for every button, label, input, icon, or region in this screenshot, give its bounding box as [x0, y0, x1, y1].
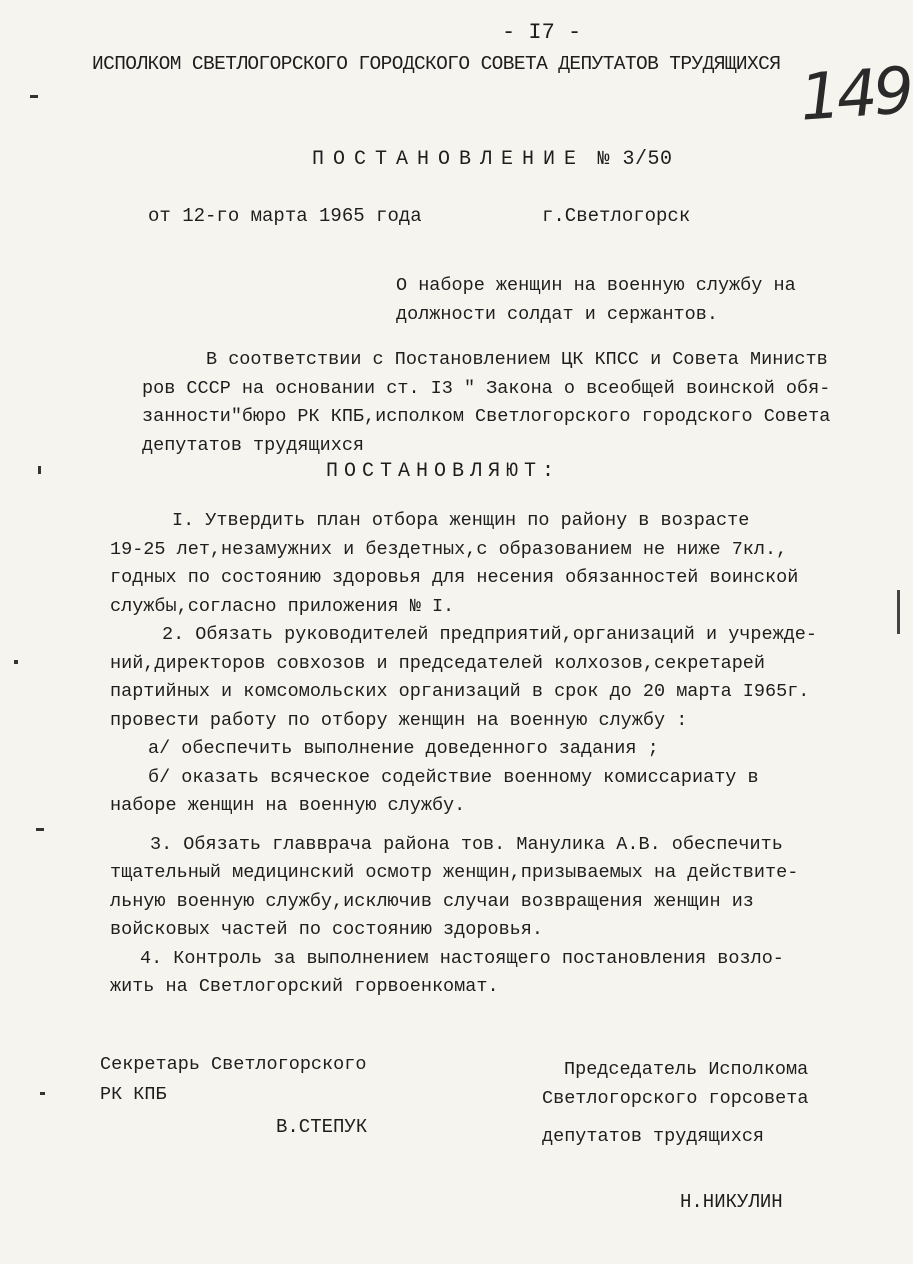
item-line: партийных и комсомольских организаций в срок до 20 марта I965г.	[110, 681, 810, 702]
title-word: ПОСТАНОВЛЕНИЕ	[312, 148, 586, 171]
archive-number-handwritten: 149	[797, 54, 913, 136]
title-number: № 3/50	[597, 148, 673, 171]
preamble-line: В соответствии с Постановлением ЦК КПСС и Совета Министв	[206, 349, 828, 370]
decree-items	[110, 507, 870, 1002]
preamble	[142, 346, 862, 460]
decree-item-1	[110, 507, 870, 621]
preamble-line: депутатов трудящихся	[142, 434, 365, 456]
decree-item-3	[110, 831, 870, 945]
item-line: наборе женщин на военную службу.	[110, 795, 466, 816]
item-line: 19-25 лет,незамужних и бездетных,с образованием не ниже 7кл.,	[110, 538, 788, 560]
item-subline-a: а/ обеспечить выполнение доведенного задания ;	[148, 738, 659, 759]
item-line: 4. Контроль за выполнением настоящего постановления возло-	[140, 947, 784, 969]
decree-heading: ПОСТАНОВЛЯЮТ:	[326, 460, 561, 483]
item-line: тщательный медицинский осмотр женщин,призываемых на действите-	[110, 862, 799, 883]
item-line: годных по состоянию здоровья для несения обязанностей воинской	[110, 567, 799, 588]
scan-mark	[40, 1092, 45, 1095]
signature-right-line: Светлогорского горсовета	[542, 1088, 809, 1109]
scan-mark	[30, 95, 38, 98]
document-subject	[396, 271, 836, 329]
preamble-line: ров СССР на основании ст. I3 " Закона о всеобщей воинской обя-	[142, 377, 831, 399]
signature-right	[542, 1055, 808, 1113]
item-line: ний,директоров совхозов и председателей колхозов,секретарей	[110, 652, 766, 674]
signature-left-line: Секретарь Светлогорского	[100, 1054, 367, 1075]
document-place: г.Светлогорск	[542, 205, 691, 227]
signature-left-line: РК КПБ	[100, 1084, 167, 1105]
item-line: I. Утвердить план отбора женщин по району в возрасте	[172, 510, 750, 531]
document-date: от 12-го марта 1965 года	[148, 205, 422, 227]
item-line: провести работу по отбору женщин на военную службу :	[110, 709, 688, 731]
item-line: войсковых частей по состоянию здоровья.	[110, 919, 543, 940]
signature-right-line: Председатель Исполкома	[564, 1059, 809, 1080]
document-header: ИСПОЛКОМ СВЕТЛОГОРСКОГО ГОРОДСКОГО СОВЕТА ДЕПУТАТОВ ТРУДЯЩИХСЯ	[92, 53, 781, 75]
item-subline-b: б/ оказать всяческое содействие военному комиссариату в	[148, 766, 759, 788]
scan-mark	[36, 828, 44, 831]
decree-item-4	[110, 945, 870, 1002]
subject-line: О наборе женщин на военную службу на	[396, 275, 796, 296]
scan-mark	[38, 466, 41, 474]
item-line: 3. Обязать главврача района тов. Манулика А.В. обеспечить	[150, 833, 783, 855]
subject-line: должности солдат и сержантов.	[396, 304, 718, 325]
scan-edge-mark	[897, 590, 900, 634]
item-line: службы,согласно приложения № I.	[110, 595, 455, 617]
signature-right-extra: депутатов трудящихся	[542, 1126, 765, 1147]
page-number: - I7 -	[502, 20, 582, 45]
signature-right-name: Н.НИКУЛИН	[680, 1191, 783, 1213]
item-line: жить на Светлогорский горвоенкомат.	[110, 976, 499, 997]
signature-left-name: В.СТЕПУК	[276, 1116, 368, 1138]
document-title	[312, 148, 673, 171]
signature-left	[100, 1050, 366, 1110]
decree-item-2	[110, 621, 870, 821]
item-line: 2. Обязать руководителей предприятий,организаций и учрежде-	[162, 624, 818, 645]
item-line: льную военную службу,исключив случаи возвращения женщин из	[110, 890, 754, 912]
scan-mark	[14, 660, 18, 664]
preamble-line: занности"бюро РК КПБ,исполком Светлогорского городского Совета	[142, 406, 831, 427]
